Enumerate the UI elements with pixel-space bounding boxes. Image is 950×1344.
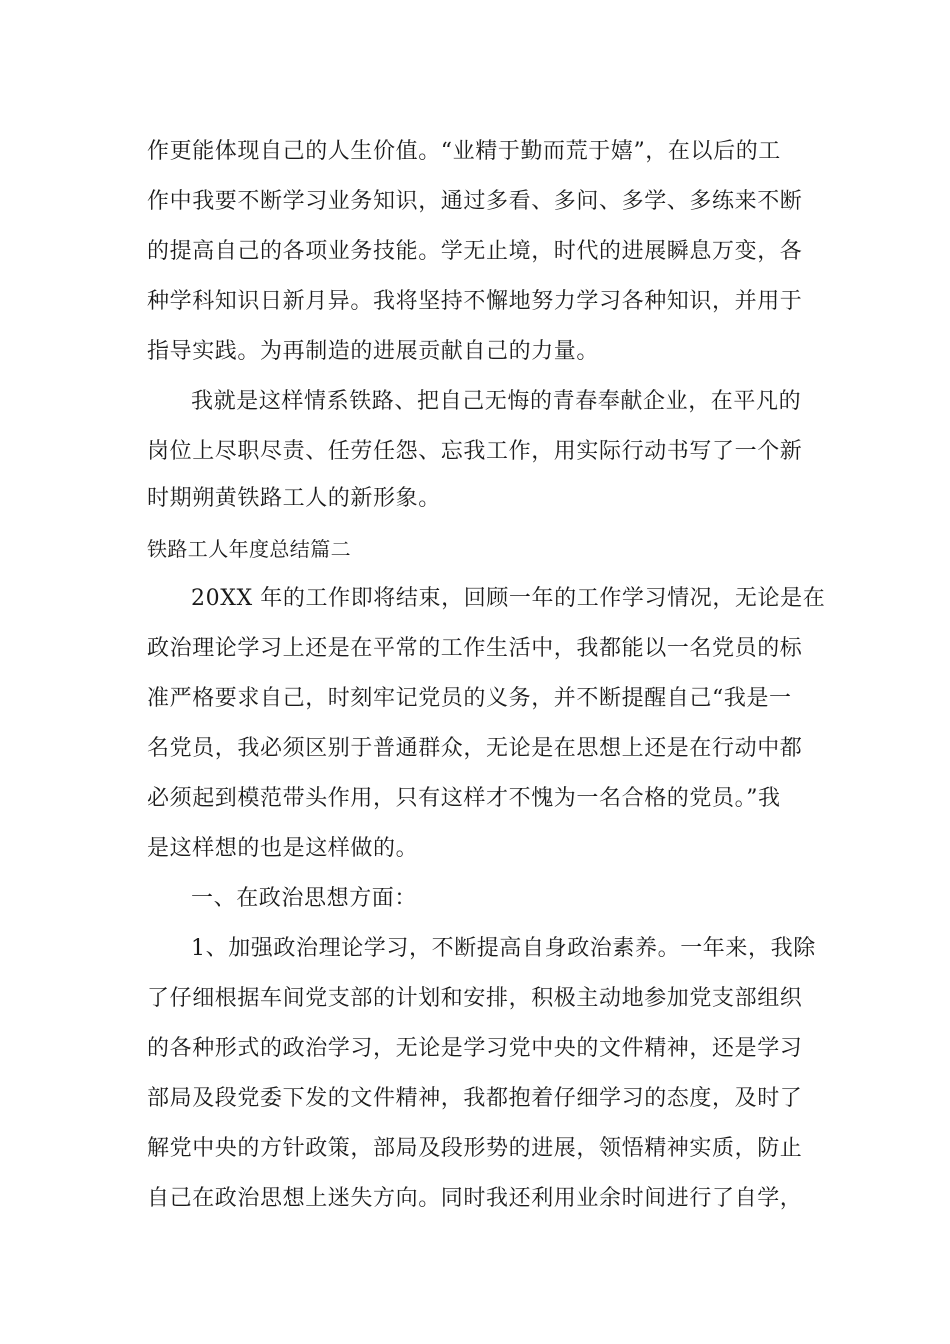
paragraph-line: 政治理论学习上还是在平常的工作生活中，我都能以一名党员的标	[147, 636, 803, 661]
paragraph-line: 必须起到模范带头作用，只有这样才不愧为一名合格的党员。”我	[147, 786, 781, 811]
paragraph-line: 的提高自己的各项业务技能。学无止境，时代的进展瞬息万变，各	[147, 239, 803, 264]
section-heading: 铁路工人年度总结篇二	[147, 537, 351, 561]
paragraph-line: 种学科知识日新月异。我将坚持不懈地努力学习各种知识，并用于	[147, 289, 803, 314]
paragraph-line: 时期朔黄铁路工人的新形象。	[147, 486, 441, 511]
paragraph-line: 解党中央的方针政策，部局及段形势的进展，领悟精神实质，防止	[147, 1136, 803, 1161]
paragraph-line: 作中我要不断学习业务知识，通过多看、多问、多学、多练来不断	[147, 189, 803, 214]
paragraph-line: 作更能体现自己的人生价值。“业精于勤而荒于嬉”，在以后的工	[147, 139, 781, 164]
paragraph-line: 是这样想的也是这样做的。	[147, 836, 419, 861]
subsection-heading: 一、在政治思想方面：	[191, 886, 418, 911]
paragraph-line: 我就是这样情系铁路、把自己无悔的青春奉献企业，在平凡的	[191, 389, 802, 414]
paragraph-line: 指导实践。为再制造的进展贡献自己的力量。	[147, 339, 600, 364]
paragraph-line: 岗位上尽职尽责、任劳任怨、忘我工作，用实际行动书写了一个新	[147, 439, 803, 464]
paragraph-line: 准严格要求自己，时刻牢记党员的义务，并不断提醒自己“我是一	[147, 686, 792, 711]
paragraph-line: 自己在政治思想上迷失方向。同时我还利用业余时间进行了自学，	[147, 1186, 803, 1211]
paragraph-line: 的各种形式的政治学习，无论是学习党中央的文件精神，还是学习	[147, 1036, 803, 1061]
paragraph-line: 20XX 年的工作即将结束，回顾一年的工作学习情况，无论是在	[191, 586, 826, 611]
paragraph-line: 1、加强政治理论学习，不断提高自身政治素养。一年来，我除	[191, 936, 816, 961]
paragraph-line: 部局及段党委下发的文件精神，我都抱着仔细学习的态度，及时了	[147, 1086, 803, 1111]
paragraph-line: 名党员，我必须区别于普通群众，无论是在思想上还是在行动中都	[147, 736, 803, 761]
paragraph-line: 了仔细根据车间党支部的计划和安排，积极主动地参加党支部组织	[147, 986, 803, 1011]
